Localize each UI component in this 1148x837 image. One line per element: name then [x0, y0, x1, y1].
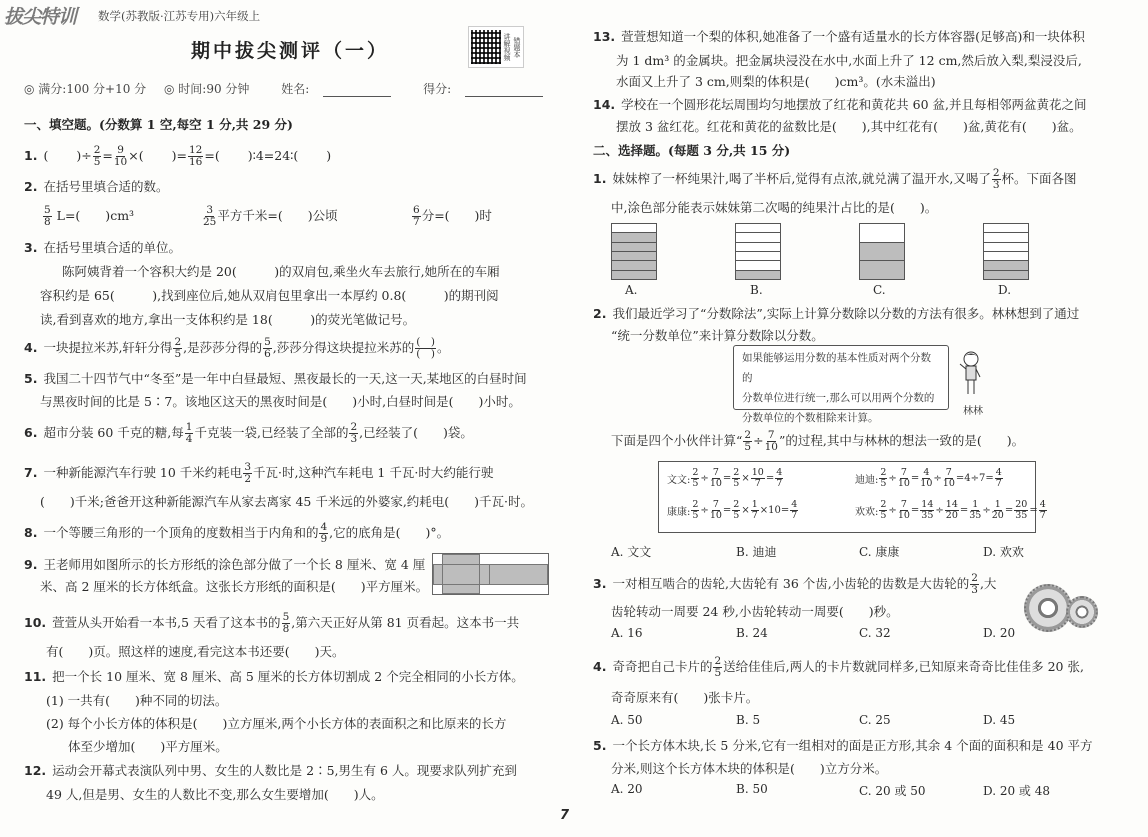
question-2-1: 1. 妹妹榨了一杯纯果汁,喝了半杯后,觉得有点浓,就兑满了温开水,又喝了 $\frac{2}{3}$ 杯。下面各图 — [593, 167, 1077, 191]
q2-3-option-a[interactable]: A. 16 — [611, 626, 643, 640]
question-1-3-line: 容积约是 65( ),找到座位后,她从双肩包里拿出一本厚约 0.8( )的期刊阅 — [40, 288, 499, 303]
brand-logo: 拔尖特训 — [4, 6, 77, 28]
question-1-3: 3. 在括号里填合适的单位。 — [24, 240, 181, 255]
question-2-3-line2: 齿轮转动一周要 24 秒,小齿轮转动一周要( )秒。 — [611, 604, 899, 619]
calc-huanhuan: 欢欢: $\frac{2}{5}$ ÷ $\frac{7}{10}$ = $\frac{14}{35}$ ÷ $\frac{14}{20}$ = $\frac{1}{35}$ ÷ $\frac{1}{20}$ = $\frac{20}{35}$ = $\frac{4}{7}$ — [855, 499, 1046, 521]
time-limit: ◎ 时间:90 分钟 — [164, 82, 250, 96]
series-label: 数学(苏教版·江苏专用)六年级上 — [98, 9, 261, 23]
question-1-12-line2: 49 人,但是男、女生的人数比不变,那么女生要增加( )人。 — [46, 787, 384, 802]
qr-label-errors: 错题本 — [513, 36, 521, 58]
boy-character-icon — [958, 350, 984, 405]
q2-4-option-a[interactable]: A. 50 — [611, 713, 643, 727]
q2-2-option-c[interactable]: C. 康康 — [859, 545, 900, 559]
question-1-5-line2: 与黑夜时间的比是 5∶7。该地区这天的黑夜时间是( )小时,白昼时间是( )小时。 — [40, 394, 521, 409]
calc-didi: 迪迪: $\frac{2}{5}$ ÷ $\frac{7}{10}$ = $\frac{4}{10}$ ÷ $\frac{7}{10}$ =4÷7= $\frac{4}{7}$ — [855, 467, 1002, 489]
question-1-2-item-c: $\frac{6}{7}$ 分=( )时 — [413, 204, 492, 228]
question-1-13-line: 水面又上升了 3 cm,则梨的体积是( )cm³。(水未溢出) — [616, 74, 936, 89]
question-2-1-line2: 中,涂色部分能表示妹妹第二次喝的纯果汁占比的是( )。 — [611, 200, 938, 215]
name-label: 姓名: — [281, 82, 310, 96]
q2-5-option-a[interactable]: A. 20 — [611, 782, 643, 796]
question-1-11-sub1: (1) 一共有( )种不同的切法。 — [46, 693, 228, 708]
q2-5-option-b[interactable]: B. 50 — [736, 782, 768, 796]
question-1-2-item-b: $\frac{3}{25}$ 平方千米=( )公顷 — [203, 204, 338, 228]
question-1-13: 13. 萱萱想知道一个梨的体积,她准备了一个盛有适量水的长方体容器(足够高)和一块体积 — [593, 29, 1085, 44]
section2-heading: 二、选择题。(每题 3 分,共 15 分) — [593, 143, 791, 158]
question-1-7-line2: ( )千米;爸爸开这种新能源汽车从家去离家 45 千米远的外婆家,约耗电( )千瓦·时。 — [40, 494, 534, 509]
q2-3-option-d[interactable]: D. 20 — [983, 626, 1016, 640]
score-field[interactable] — [465, 84, 543, 97]
speech-bubble: 如果能够运用分数的基本性质对两个分数的 分数单位进行统一,那么可以用两个分数的 分数单位的个数相除来计算。 — [733, 345, 949, 410]
option-b-figure[interactable] — [735, 223, 781, 280]
q2-4-option-c[interactable]: C. 25 — [859, 713, 891, 727]
question-2-5-line2: 分米,则这个长方体木块的体积是( )立方分米。 — [611, 761, 888, 776]
qr-code-icon — [471, 30, 501, 64]
question-2-2-prompt: 下面是四个小伙伴计算“ $\frac{2}{5}$ ÷ $\frac{7}{10}$ ”的过程,其中与林林的想法一致的是( )。 — [611, 429, 1025, 453]
option-a-label[interactable]: A. — [625, 283, 638, 297]
page-number: 7 — [560, 808, 570, 823]
question-1-9: 9. 王老师用如图所示的长方形纸的涂色部分做了一个长 8 厘米、宽 4 厘 — [24, 557, 426, 572]
small-gear-icon — [1066, 596, 1098, 628]
question-1-10-line2: 有( )页。照这样的速度,看完这本书还要( )天。 — [46, 644, 345, 659]
speaker-name: 林林 — [963, 406, 983, 417]
option-d-figure[interactable] — [983, 223, 1029, 280]
calc-kangkang: 康康: $\frac{2}{5}$ ÷ $\frac{7}{10}$ = $\frac{2}{5}$ × $\frac{1}{7}$ ×10= $\frac{4}{7}$ — [667, 499, 798, 521]
q2-4-option-d[interactable]: D. 45 — [983, 713, 1016, 727]
qr-label-video: 讲解视频 — [503, 33, 511, 61]
question-1-10: 10. 萱萱从头开始看一本书,5 天看了这本书的 $\frac{5}{8}$ ,第六天正好从第 81 页看起。这本书一共 — [24, 611, 520, 635]
q2-3-option-c[interactable]: C. 32 — [859, 626, 891, 640]
calc-wenwen: 文文: $\frac{2}{5}$ ÷ $\frac{7}{10}$ = $\frac{2}{5}$ × $\frac{10}{7}$ = $\frac{4}{7}$ — [667, 467, 783, 489]
question-1-3-line: 陈阿姨背着一个容积大约是 20( )的双肩包,乘坐火车去旅行,她所在的车厢 — [62, 264, 500, 279]
q2-3-option-b[interactable]: B. 24 — [736, 626, 768, 640]
question-1-12: 12. 运动会开幕式表演队列中男、女生的人数比是 2∶5,男生有 6 人。现要求队列扩充到 — [24, 763, 517, 778]
q2-5-option-c[interactable]: C. 20 或 50 — [859, 784, 926, 798]
q2-2-option-d[interactable]: D. 欢欢 — [983, 545, 1024, 559]
option-c-figure[interactable] — [859, 223, 905, 280]
question-1-11-sub2b: 体至少增加( )平方厘米。 — [68, 739, 228, 754]
q2-5-option-d[interactable]: D. 20 或 48 — [983, 784, 1050, 798]
question-2-3: 3. 一对相互啮合的齿轮,大齿轮有 36 个齿,小齿轮的齿数是大齿轮的 $\frac{2}{3}$ ,大 — [593, 572, 997, 596]
question-2-2: 2. 我们最近学习了“分数除法”,实际上计算分数除以分数的方法有很多。林林想到了通过 — [593, 306, 1080, 321]
question-2-5: 5. 一个长方体木块,长 5 分米,它有一组相对的面是正方形,其余 4 个面的面积和是 40 平方 — [593, 738, 1093, 753]
name-field[interactable] — [323, 84, 391, 97]
large-gear-icon — [1024, 584, 1072, 632]
option-b-label[interactable]: B. — [750, 283, 763, 297]
option-d-label[interactable]: D. — [998, 283, 1012, 297]
q2-4-option-b[interactable]: B. 5 — [736, 713, 761, 727]
question-1-2: 2. 在括号里填合适的数。 — [24, 179, 169, 194]
option-a-figure[interactable] — [611, 223, 657, 280]
question-1-3-line: 读,看到喜欢的地方,拿出一支体积约是 18( )的荧光笔做记号。 — [40, 312, 416, 327]
question-1-4: 4. 一块提拉米苏,轩轩分得 $\frac{2}{5}$ ,是莎莎分得的 $\frac{5}{6}$ ,莎莎分得这块提拉米苏的 $\frac{( )}{( )}$ 。 — [24, 336, 450, 360]
exam-meta — [24, 80, 557, 97]
option-c-label[interactable]: C. — [873, 283, 886, 297]
qr-code[interactable] — [468, 26, 524, 68]
section1-heading: 一、填空题。(分数算 1 空,每空 1 分,共 29 分) — [24, 117, 293, 132]
question-1-1: 1. ( )÷ $\frac{2}{5}$ = $\frac{9}{10}$ ×( )= $\frac{12}{16}$ =( )∶4=24∶( ) — [24, 144, 332, 168]
question-1-9-line2: 米、高 2 厘米的长方体纸盒。这张长方形纸的面积是( )平方厘米。 — [40, 579, 429, 594]
q2-2-option-b[interactable]: B. 迪迪 — [736, 545, 777, 559]
page-title: 期中拔尖测评（一） — [190, 40, 389, 62]
question-1-14-line2: 摆放 3 盆红花。红花和黄花的盆数比是( ),其中红花有( )盆,黄花有( )盆。 — [616, 119, 1082, 134]
question-1-5: 5. 我国二十四节气中“冬至”是一年中白昼最短、黑夜最长的一天,这一天,某地区的白昼时间 — [24, 371, 527, 386]
question-2-2-line2: “统一分数单位”来计算分数除以分数。 — [611, 328, 824, 343]
question-1-14: 14. 学校在一个圆形花坛周围均匀地摆放了红花和黄花共 60 盆,并且每相邻两盆黄花之间 — [593, 97, 1087, 112]
full-score: ◎ 满分:100 分+10 分 — [24, 82, 147, 96]
question-2-4-line2: 奇奇原来有( )张卡片。 — [611, 690, 759, 705]
question-1-6: 6. 超市分装 60 千克的糖,每 $\frac{1}{4}$ 千克装一袋,已经装了全部的 $\frac{2}{3}$ ,已经装了( )袋。 — [24, 421, 473, 445]
question-1-7: 7. 一种新能源汽车行驶 10 千米约耗电 $\frac{3}{2}$ 千瓦·时,这种汽车耗电 1 千瓦·时大约能行驶 — [24, 461, 494, 485]
q2-2-option-a[interactable]: A. 文文 — [611, 545, 652, 559]
question-1-11: 11. 把一个长 10 厘米、宽 8 厘米、高 5 厘米的长方体切割成 2 个完全相同的小长方体。 — [24, 669, 524, 684]
question-1-13-line: 为 1 dm³ 的金属块。把金属块浸没在水中,水面上升了 12 cm,然后放入梨,梨浸没后, — [616, 53, 1082, 68]
box-net-figure — [432, 553, 549, 595]
calculation-box — [658, 461, 1046, 533]
question-2-4: 4. 奇奇把自己卡片的 $\frac{2}{5}$ 送给佳佳后,两人的卡片数就同样多,已知原来奇奇比佳佳多 20 张, — [593, 655, 1084, 679]
question-1-8: 8. 一个等腰三角形的一个顶角的度数相当于内角和的 $\frac{4}{9}$ ,它的底角是( )°。 — [24, 521, 450, 545]
score-label: 得分: — [423, 82, 452, 96]
question-1-11-sub2: (2) 每个小长方体的体积是( )立方厘米,两个小长方体的表面积之和比原来的长方 — [46, 716, 507, 731]
question-1-2-item-a: $\frac{5}{8}$ L=( )cm³ — [44, 204, 135, 228]
